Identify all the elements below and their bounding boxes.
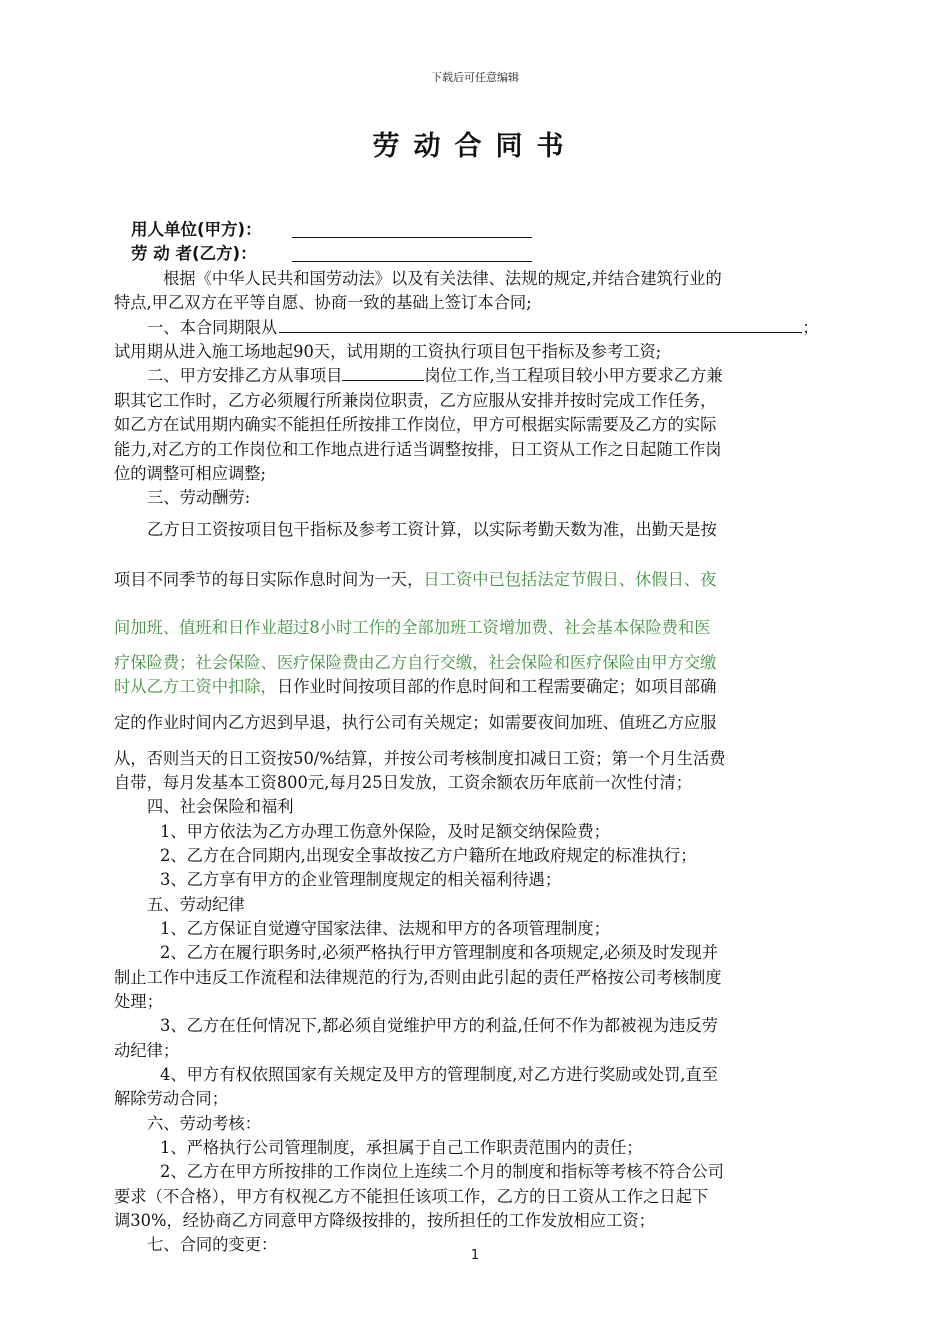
header-note: 下载后可任意编辑 xyxy=(431,71,519,84)
clause-line: 1、甲方依法为乙方办理工伤意外保险，及时足额交纳保险费； xyxy=(160,822,610,841)
clause-line: 2、乙方在履行职务时,必须严格执行甲方管理制度和各项规定,必须及时发现并 xyxy=(160,943,718,962)
wage-text-sans: 项目不同季节的每日实际作息时间为一天， xyxy=(114,570,424,589)
green-text: 时从乙方工资中扣除， xyxy=(114,677,277,696)
job-label: 二、甲方安排乙方从事项目 xyxy=(147,366,343,385)
page-number: 1 xyxy=(470,1248,480,1263)
body-line: 能力,对乙方的工作岗位和工作地点进行适当调整按排，日工资从工作之日起随工作岗 xyxy=(114,440,722,459)
body-line: 职其它工作时，乙方必须履行所兼岗位职责，乙方应服从安排并按时完成工作任务， xyxy=(114,391,717,410)
job-blank xyxy=(342,366,424,381)
contract-term-blank xyxy=(279,318,802,333)
section-heading: 三、劳动酬劳: xyxy=(147,488,251,507)
worktime-line xyxy=(114,673,716,697)
contract-term-line xyxy=(147,314,819,338)
party-b-label: 劳 动 者(乙方)： xyxy=(131,244,257,263)
body-line: 解除劳动合同； xyxy=(114,1089,228,1108)
body-line: 制止工作中违反工作流程和法律规范的行为,否则由此引起的责任严格按公司考核制度 xyxy=(114,968,722,987)
clause-line: 4、甲方有权依照国家有关规定及甲方的管理制度,对乙方进行奖励或处罚,直至 xyxy=(160,1065,718,1084)
section-heading: 六、劳动考核： xyxy=(147,1114,261,1133)
section-heading: 五、劳动纪律 xyxy=(147,895,245,914)
section-heading: 七、合同的变更： xyxy=(147,1235,278,1254)
body-line: 试用期从进入施工场地起90天，试用期的工资执行项目包干指标及参考工资; xyxy=(114,342,662,361)
body-line: 动纪律； xyxy=(114,1041,180,1060)
overtime-line xyxy=(114,709,716,733)
party-b-blank xyxy=(292,261,532,262)
wage-text: 乙方日工资按项目包干指标及参考工资计算，以实际考勤天数为准， xyxy=(147,520,636,539)
clause-line: 3、乙方在任何情况下,都必须自觉维护甲方的利益,任何不作为都被视为违反劳 xyxy=(160,1016,718,1035)
body-line: 位的调整可相应调整; xyxy=(114,464,267,483)
wage-line xyxy=(147,516,717,540)
party-b-row xyxy=(131,240,257,264)
body-line: 处理； xyxy=(114,992,163,1011)
green-line: 疗保险费；社会保险、医疗保险费由乙方自行交缴，社会保险和医疗保险由甲方交缴 xyxy=(114,653,717,672)
overtime-text: 定的作业时间内乙方迟到早退，执行公司有关规定；如需要 xyxy=(114,713,538,732)
body-line: 特点,甲乙双方在平等自愿、协商一致的基础上签订本合同; xyxy=(114,293,532,312)
body-line: 调30%，经协商乙方同意甲方降级按排的，按所担任的工作发放相应工资； xyxy=(114,1211,655,1230)
body-line: 从，否则当天的日工资按50/%结算，并按公司考核制度扣减日工资；第一个月生活费 xyxy=(114,749,726,768)
clause-line: 1、乙方保证自觉遵守国家法律、法规和甲方的各项管理制度； xyxy=(160,919,610,938)
party-a-blank xyxy=(292,237,532,238)
green-text: 日工资中已包括法定节假日、休假日、夜 xyxy=(423,570,717,589)
party-a-row xyxy=(131,216,262,240)
section-heading: 四、社会保险和福利 xyxy=(147,797,294,816)
body-line: 如乙方在试用期内确实不能担任所按排工作岗位，甲方可根据实际需要及乙方的实际 xyxy=(114,415,717,434)
clause-line: 2、乙方在合同期内,出现安全事故按乙方户籍所在地政府规定的标准执行； xyxy=(160,846,697,865)
job-line xyxy=(147,362,723,386)
party-a-label: 用人单位(甲方)： xyxy=(131,220,262,239)
body-line: 自带，每月发基本工资800元,每月25日发放，工资余额农历年底前一次性付清； xyxy=(114,773,692,792)
body-line: 根据《中华人民共和国劳动法》以及有关法律、法规的规定,并结合建筑行业的 xyxy=(163,269,722,288)
worktime-text: 日作业时间按项目部的作息时间和工程需要确定；如项目部确 xyxy=(276,677,717,696)
contract-term-label: 一、本合同期限从 xyxy=(147,318,278,337)
job-text: 岗位工作,当工程项目较小甲方要求乙方兼 xyxy=(424,366,723,385)
wage-line xyxy=(114,566,716,590)
clause-line: 3、乙方享有甲方的企业管理制度规定的相关福利待遇； xyxy=(160,870,562,889)
contract-term-end: ； xyxy=(802,318,819,337)
overtime-text-sans: 夜间加班、值班 xyxy=(537,713,652,732)
body-line: 要求（不合格），甲方有权视乙方不能担任该项工作，乙方的日工资从工作之日起下 xyxy=(114,1187,709,1206)
clause-line: 2、乙方在甲方所按排的工作岗位上连续二个月的制度和指标等考核不符合公司 xyxy=(160,1162,724,1181)
overtime-text: 乙方应服 xyxy=(651,713,717,732)
document-title: 劳动合同书 xyxy=(372,131,578,162)
wage-text-sans: 出勤天是按 xyxy=(635,520,717,539)
clause-line: 1、严格执行公司管理制度，承担属于自己工作职责范围内的责任； xyxy=(160,1138,643,1157)
green-line: 间加班、值班和日作业超过8小时工作的全部加班工资增加费、社会基本保险费和医 xyxy=(114,618,711,637)
